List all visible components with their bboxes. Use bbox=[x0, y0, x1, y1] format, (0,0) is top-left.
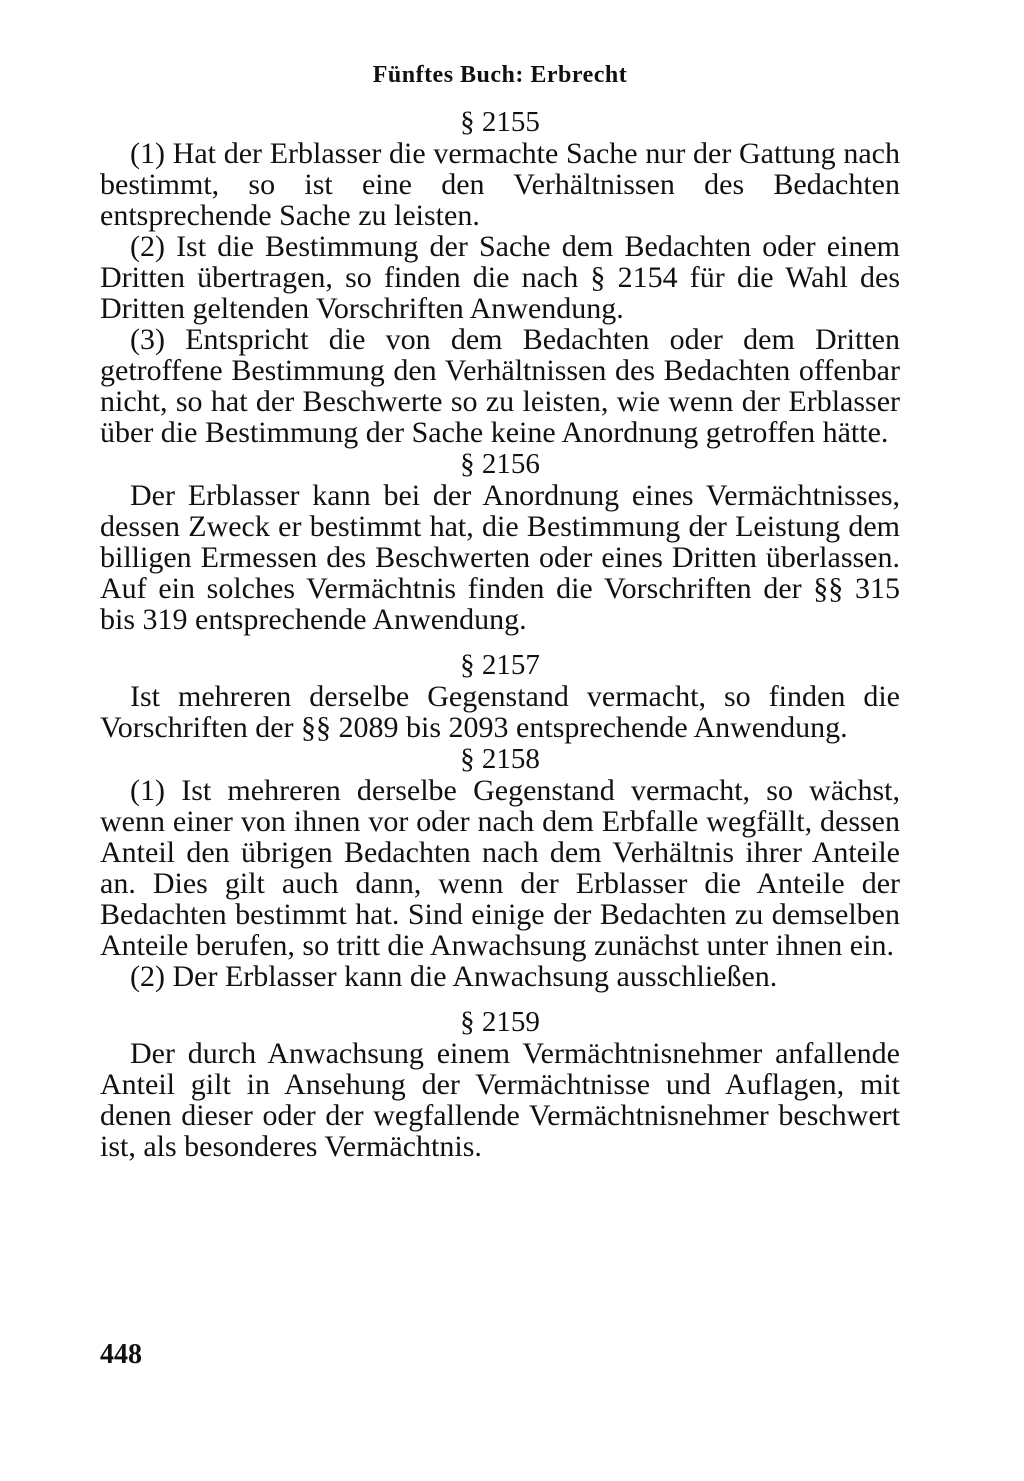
section-heading: § 2159 bbox=[460, 1006, 540, 1038]
paragraph: (3) Entspricht die von dem Bedachten oder dem Dritten getroffene Bestimmung den Verhältnissen des Bedachten offenbar nicht, so hat der Beschwerte so zu leisten, wie wenn der Erblasser über die Bestimmung der Sache keine Anordnung getroffen hätte. bbox=[100, 323, 900, 449]
section-heading: § 2155 bbox=[460, 106, 540, 138]
page-number: 448 bbox=[100, 1339, 142, 1370]
section-2156 bbox=[100, 448, 900, 635]
paragraph: (2) Der Erblasser kann die Anwachsung ausschließen. bbox=[130, 960, 778, 993]
paragraph: Der Erblasser kann bei der Anordnung eines Vermächtnisses, dessen Zweck er bestimmt hat, die Bestimmung der Leistung dem billigen Ermessen des Beschwerten oder eines Dritten überlassen. Auf ein solches Vermächtnis finden die Vorschriften der §§ 315 bis 319 entsprechende Anwendung. bbox=[100, 479, 900, 636]
section-2157 bbox=[100, 649, 900, 743]
section-2155 bbox=[100, 106, 900, 448]
paragraph: (1) Ist mehreren derselbe Gegenstand vermacht, so wächst, wenn einer von ihnen vor oder nach dem Erbfalle wegfällt, dessen Anteil den übrigen Bedachten nach dem Verhältnis ihrer Anteile an. Dies gilt auch dann, wenn der Erblasser die Anteile der Bedachten bestimmt hat. Sind einige der Bedachten zu demselben Anteile berufen, so tritt die Anwachsung zunächst unter ihnen ein. bbox=[100, 774, 900, 962]
section-2158 bbox=[100, 743, 900, 992]
paragraph: Ist mehreren derselbe Gegenstand vermacht, so finden die Vorschriften der §§ 2089 bis 2093 entsprechende Anwendung. bbox=[100, 680, 900, 744]
paragraph: (2) Ist die Bestimmung der Sache dem Bedachten oder einem Dritten übertragen, so finden die nach § 2154 für die Wahl des Dritten geltenden Vorschriften Anwendung. bbox=[100, 230, 900, 325]
section-heading: § 2156 bbox=[460, 448, 540, 480]
paragraph: Der durch Anwachsung einem Vermächtnisnehmer anfallende Anteil gilt in Ansehung der Vermächtnisse und Auflagen, mit denen dieser oder der wegfallende Vermächtnisnehmer beschwert ist, als besonderes Vermächtnis. bbox=[100, 1037, 900, 1163]
paragraph: (1) Hat der Erblasser die vermachte Sache nur der Gattung nach bestimmt, so ist eine den Verhältnissen des Bedachten entsprechende Sache zu leisten. bbox=[100, 137, 900, 232]
section-2159 bbox=[100, 1006, 900, 1162]
page-body bbox=[100, 60, 900, 1162]
section-heading: § 2158 bbox=[460, 743, 540, 775]
running-title: Fünftes Buch: Erbrecht bbox=[372, 62, 628, 88]
section-heading: § 2157 bbox=[460, 649, 540, 681]
